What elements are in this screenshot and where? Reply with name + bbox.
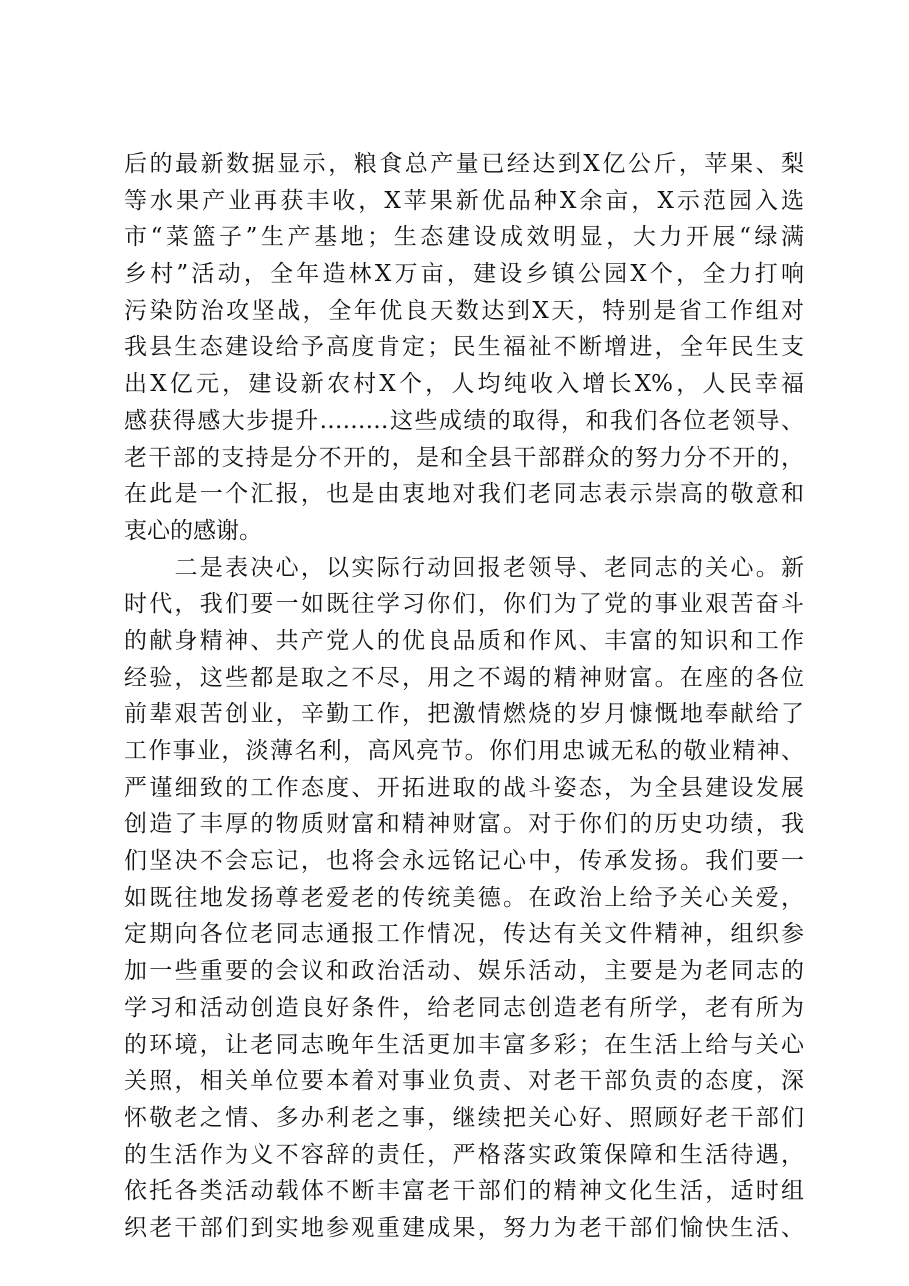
paragraph-1 [124, 146, 804, 550]
text-line: 二是表决心，以实际行动回报老领导、老同志的关心。新 [124, 554, 804, 581]
text-line: 我县生态建设给予高度肯定；民生福祉不断增进，全年民生支 [124, 334, 804, 361]
text-line: 老干部的支持是分不开的，是和全县干部群众的努力分不开的， [124, 444, 804, 471]
text-line: 经验，这些都是取之不尽，用之不竭的精神财富。在座的各位 [124, 664, 804, 691]
text-line: 加一些重要的会议和政治活动、娱乐活动，主要是为老同志的 [124, 958, 804, 985]
text-line: 出X亿元，建设新农村X个，人均纯收入增长X%，人民幸福 [124, 371, 804, 398]
text-line: 的献身精神、共产党人的优良品质和作风、丰富的知识和工作 [124, 627, 804, 654]
text-line: 严谨细致的工作态度、开拓进取的战斗姿态，为全县建设发展 [124, 774, 804, 801]
text-line: 创造了丰厚的物质财富和精神财富。对于你们的历史功绩，我 [124, 811, 804, 838]
body-text [124, 146, 804, 1247]
text-line: 衷心的感谢。 [124, 517, 262, 544]
text-line: 们坚决不会忘记，也将会永远铭记心中，传承发扬。我们要一 [124, 848, 804, 875]
text-line: 织老干部们到实地参观重建成果，努力为老干部们愉快生活、 [124, 1214, 804, 1241]
text-line: 定期向各位老同志通报工作情况，传达有关文件精神，组织参 [124, 921, 804, 948]
text-line: 的环境，让老同志晚年生活更加丰富多彩；在生活上给与关心 [124, 1031, 804, 1058]
text-line: 乡村”活动，全年造林X万亩，建设乡镇公园X个，全力打响 [124, 261, 804, 288]
text-line: 感获得感大步提升………这些成绩的取得，和我们各位老领导、 [124, 407, 804, 434]
text-line: 学习和活动创造良好条件，给老同志创造老有所学，老有所为 [124, 994, 804, 1021]
text-line: 如既往地发扬尊老爱老的传统美德。在政治上给予关心关爱， [124, 884, 804, 911]
text-line: 前辈艰苦创业，辛勤工作，把激情燃烧的岁月慷慨地奉献给了 [124, 701, 804, 728]
text-line: 后的最新数据显示，粮食总产量已经达到X亿公斤，苹果、梨 [124, 151, 804, 177]
text-line: 在此是一个汇报，也是由衷地对我们老同志表示崇高的敬意和 [124, 481, 804, 508]
paragraph-2 [124, 550, 804, 1247]
text-line: 污染防治攻坚战，全年优良天数达到X天，特别是省工作组对 [124, 297, 804, 324]
text-line: 时代，我们要一如既往学习你们，你们为了党的事业艰苦奋斗 [124, 591, 804, 618]
text-line: 依托各类活动载体不断丰富老干部们的精神文化生活，适时组 [124, 1178, 804, 1205]
text-line: 工作事业，淡薄名利，高风亮节。你们用忠诚无私的敬业精神、 [124, 738, 804, 764]
text-line: 市“菜篮子”生产基地；生态建设成效明显，大力开展“绿满 [124, 224, 804, 251]
text-line: 等水果产业再获丰收，X苹果新优品种X余亩，X示范园入选 [124, 187, 804, 214]
text-line: 的生活作为义不容辞的责任，严格落实政策保障和生活待遇， [124, 1141, 804, 1168]
text-line: 怀敬老之情、多办利老之事，继续把关心好、照顾好老干部们 [124, 1104, 804, 1131]
text-line: 关照，相关单位要本着对事业负责、对老干部负责的态度，深 [124, 1068, 804, 1095]
